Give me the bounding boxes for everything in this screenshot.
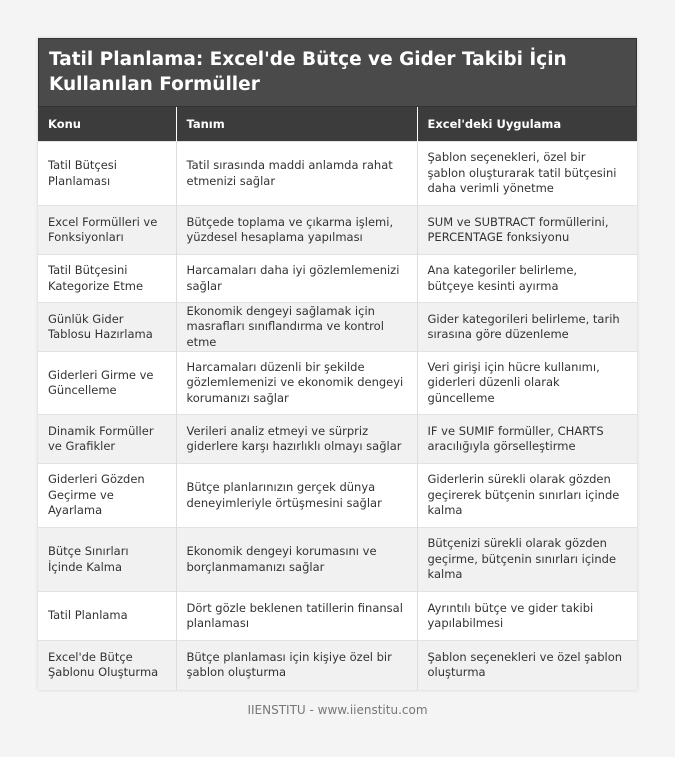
cell-uygulama: Şablon seçenekleri, özel bir şablon oluşturarak tatil bütçesini daha verimli yönetme (417, 142, 637, 206)
cell-uygulama: SUM ve SUBTRACT formüllerini, PERCENTAGE fonksiyonu (417, 206, 637, 255)
table-row (38, 592, 637, 641)
cell-uygulama: IF ve SUMIF formüller, CHARTS aracılığıyla görselleştirme (417, 415, 637, 464)
footer-credit: IIENSTITU - www.iienstitu.com (247, 703, 428, 717)
table-row (38, 255, 637, 303)
cell-konu: Günlük Gider Tablosu Hazırlama (38, 303, 176, 352)
cell-konu: Bütçe Sınırları İçinde Kalma (38, 528, 176, 592)
cell-tanim: Ekonomik dengeyi korumasını ve borçlanmamanızı sağlar (176, 528, 417, 592)
cell-uygulama: Gider kategorileri belirleme, tarih sırasına göre düzenleme (417, 303, 637, 352)
table-row (38, 352, 637, 415)
table-row (38, 142, 637, 206)
cell-tanim: Bütçe planlaması için kişiye özel bir şablon oluşturma (176, 641, 417, 690)
cell-tanim: Harcamaları daha iyi gözlemlemenizi sağlar (176, 255, 417, 303)
cell-uygulama: Ana kategoriler belirleme, bütçeye kesinti ayırma (417, 255, 637, 303)
cell-konu: Tatil Bütçesi Planlaması (38, 142, 176, 206)
cell-uygulama: Ayrıntılı bütçe ve gider takibi yapılabilmesi (417, 592, 637, 641)
header-konu: Konu (38, 107, 176, 142)
cell-tanim: Bütçe planlarınızın gerçek dünya deneyimleriyle örtüşmesini sağlar (176, 464, 417, 528)
table-row (38, 464, 637, 528)
table-row (38, 206, 637, 255)
table-row (38, 641, 637, 690)
cell-tanim: Bütçede toplama ve çıkarma işlemi, yüzdesel hesaplama yapılması (176, 206, 417, 255)
table-title: Tatil Planlama: Excel'de Bütçe ve Gider Takibi İçin Kullanılan Formüller (38, 38, 637, 107)
table-row (38, 303, 637, 352)
cell-konu: Giderleri Gözden Geçirme ve Ayarlama (38, 464, 176, 528)
cell-tanim: Verileri analiz etmeyi ve sürpriz giderlere karşı hazırlıklı olmayı sağlar (176, 415, 417, 464)
cell-uygulama: Şablon seçenekleri ve özel şablon oluşturma (417, 641, 637, 690)
cell-tanim: Ekonomik dengeyi sağlamak için masrafları sınıflandırma ve kontrol etme (176, 303, 417, 352)
header-row (38, 107, 637, 142)
cell-konu: Excel Formülleri ve Fonksiyonları (38, 206, 176, 255)
table-row (38, 528, 637, 592)
cell-konu: Dinamik Formüller ve Grafikler (38, 415, 176, 464)
header-tanim: Tanım (176, 107, 417, 142)
cell-konu: Excel'de Bütçe Şablonu Oluşturma (38, 641, 176, 690)
cell-uygulama: Bütçenizi sürekli olarak gözden geçirme, bütçenin sınırları içinde kalma (417, 528, 637, 592)
cell-konu: Tatil Bütçesini Kategorize Etme (38, 255, 176, 303)
cell-tanim: Dört gözle beklenen tatillerin finansal planlaması (176, 592, 417, 641)
cell-tanim: Tatil sırasında maddi anlamda rahat etmenizi sağlar (176, 142, 417, 206)
header-uygulama: Excel'deki Uygulama (417, 107, 637, 142)
cell-tanim: Harcamaları düzenli bir şekilde gözlemlemenizi ve ekonomik dengeyi korumanızı sağlar (176, 352, 417, 415)
cell-uygulama: Giderlerin sürekli olarak gözden geçirerek bütçenin sınırları içinde kalma (417, 464, 637, 528)
cell-uygulama: Veri girişi için hücre kullanımı, giderleri düzenli olarak güncelleme (417, 352, 637, 415)
formula-table-card (38, 38, 637, 690)
cell-konu: Tatil Planlama (38, 592, 176, 641)
cell-konu: Giderleri Girme ve Güncelleme (38, 352, 176, 415)
formula-table (38, 107, 637, 690)
table-row (38, 415, 637, 464)
